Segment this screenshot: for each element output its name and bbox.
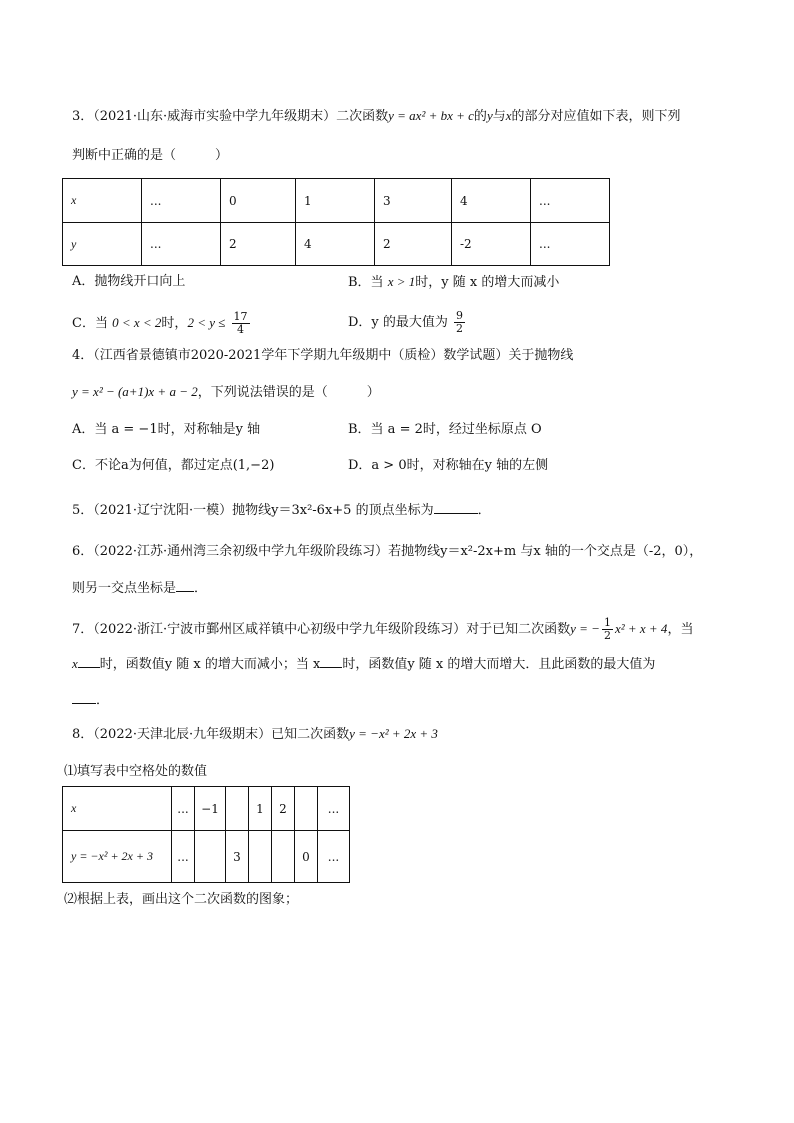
q4-formula: y = x² − (a+1)x + a − 2: [72, 384, 198, 399]
q7-line2-c: 时，函数值y 随 x 的增大而增大．且此函数的最大值为: [342, 657, 656, 672]
table-cell: y = −x² + 2x + 3: [63, 831, 172, 883]
q3-yu: 与: [492, 109, 506, 124]
q7-end: ．: [96, 693, 110, 708]
q3-optc-pre: C．当: [72, 316, 108, 331]
table-cell: 2: [221, 223, 296, 266]
q7-formula-post: x² + x + 4: [614, 621, 668, 636]
q6-text: 则另一交点坐标是: [72, 581, 177, 596]
table-cell: y: [63, 223, 142, 266]
q5-answer-blank[interactable]: [434, 500, 478, 514]
q8-row-x: [63, 787, 350, 831]
q3-value-table: [62, 178, 610, 266]
q4-line2: [72, 382, 380, 403]
q7-line2: [72, 654, 655, 675]
q3-optb-cond: x > 1: [387, 274, 416, 289]
q4-line1: 4．（江西省景德镇市2020-2021学年下学期九年级期中（质检）数学试题）关于抛物线: [72, 348, 574, 363]
q3-optd-pre: D．y 的最大值为: [348, 315, 448, 330]
q7-line1: [72, 614, 693, 645]
q6-end: ．: [194, 581, 208, 596]
table-cell: ...: [318, 831, 350, 883]
q3-optc-mid: 时，: [161, 316, 188, 331]
q5-text: 5．（2021·辽宁沈阳·一模）抛物线y＝3x²-6x+5 的顶点坐标为: [72, 503, 434, 518]
q8-prefix: 8．（2022·天津北辰·九年级期末）已知二次函数: [72, 727, 350, 742]
q3-optb-pre: B．当: [348, 275, 384, 290]
q3-optc-cond: 0 < x < 2: [112, 315, 162, 330]
q3-option-d: [348, 308, 467, 338]
fraction-numerator: 9: [456, 309, 464, 322]
table-cell: 0: [221, 179, 296, 223]
q8-formula: y = −x² + 2x + 3: [349, 726, 438, 741]
table-cell-blank[interactable]: [295, 787, 318, 831]
fraction-denominator: 2: [456, 322, 464, 335]
q7-line2-b: 时，函数值y 随 x 的增大而减小；当 x: [99, 657, 321, 672]
q8-fill-table: [62, 786, 350, 883]
q3-option-a: A．抛物线开口向上: [72, 274, 186, 289]
q3-row-y: [63, 223, 610, 266]
q6-line1: 6．（2022·江苏·通州湾三余初级中学九年级阶段练习）若抛物线y＝x²-2x+m 与x 轴的一个交点是（-2，0），: [72, 544, 703, 559]
q7-line3: [72, 690, 109, 711]
fraction-numerator: 1: [603, 616, 611, 629]
q7-fraction: [602, 617, 613, 642]
q4-option-d: D．a > 0时，对称轴在y 轴的左侧: [348, 458, 549, 473]
q4-option-a: A．当 a = −1时，对称轴是y 轴: [72, 422, 261, 437]
table-cell: -2: [452, 223, 531, 266]
table-cell: ...: [172, 787, 195, 831]
q8-row-y: [63, 831, 350, 883]
table-cell: x: [63, 179, 142, 223]
q5-end: ．: [477, 503, 491, 518]
table-cell: ...: [142, 179, 221, 223]
q3-option-c: [72, 308, 252, 339]
table-cell: 0: [295, 831, 318, 883]
q7-formula-pre: y = −: [570, 621, 600, 636]
table-cell: 2: [375, 223, 452, 266]
table-cell: 1: [249, 787, 272, 831]
q3-prefix: 3．（2021·山东·威海市实验中学九年级期末）二次函数: [72, 109, 389, 124]
table-cell-blank[interactable]: [226, 787, 249, 831]
q3-optc-ineq: 2 < y ≤: [187, 315, 226, 330]
q4-line2-post: ，下列说法错误的是（ ）: [197, 385, 380, 400]
table-cell: ...: [531, 179, 610, 223]
table-cell: 3: [375, 179, 452, 223]
table-cell: 4: [452, 179, 531, 223]
table-cell: ...: [531, 223, 610, 266]
table-cell: −1: [195, 787, 226, 831]
q6-line2: [72, 578, 207, 599]
q3-line1-end: 的部分对应值如下表，则下列: [511, 109, 681, 124]
table-cell-blank[interactable]: [272, 831, 295, 883]
q3-optc-fraction: [232, 311, 250, 336]
table-cell: ...: [318, 787, 350, 831]
q6-answer-blank[interactable]: [176, 578, 194, 592]
q7-blank-3[interactable]: [72, 690, 96, 704]
fraction-denominator: 2: [603, 629, 611, 642]
fraction-numerator: 17: [233, 310, 248, 323]
table-cell-blank[interactable]: [249, 831, 272, 883]
table-cell: ...: [142, 223, 221, 266]
q3-optb-post: 时，y 随 x 的增大而减小: [415, 275, 560, 290]
q3-line2: 判断中正确的是（ ）: [72, 148, 229, 163]
table-cell: 3: [226, 831, 249, 883]
table-cell: 1: [296, 179, 375, 223]
q8-sub2: ⑵根据上表，画出这个二次函数的图象；: [64, 892, 299, 907]
q4-option-b: B．当 a = 2时，经过坐标原点 O: [348, 422, 542, 437]
q3-optd-fraction: [454, 310, 465, 335]
q3-var-y: y: [486, 108, 493, 123]
table-cell: 4: [296, 223, 375, 266]
q3-row-x: [63, 179, 610, 223]
q7-prefix: 7．（2022·浙江·宁波市鄞州区咸祥镇中心初级中学九年级阶段练习）对于已知二次函数: [72, 622, 571, 637]
q5-line: [72, 500, 491, 521]
q8-sub1: ⑴填写表中空格处的数值: [64, 764, 208, 779]
table-cell-blank[interactable]: [195, 831, 226, 883]
q8-line1: [72, 724, 438, 745]
q3-de: 的: [473, 109, 487, 124]
table-cell: x: [63, 787, 172, 831]
q7-line1-end: ，当: [667, 622, 694, 637]
fraction-denominator: 4: [237, 323, 245, 336]
q4-option-c: C．不论a为何值，都过定点(1,−2): [72, 458, 275, 473]
q7-var-x: x: [72, 656, 78, 671]
table-cell: ...: [172, 831, 195, 883]
q7-blank-2[interactable]: [320, 654, 342, 668]
table-cell: 2: [272, 787, 295, 831]
q7-blank-1[interactable]: [78, 654, 100, 668]
q3-line1: [72, 106, 681, 127]
q3-option-b: [348, 272, 559, 293]
q3-var-x: x: [505, 108, 512, 123]
q3-formula: y = ax² + bx + c: [388, 108, 474, 123]
